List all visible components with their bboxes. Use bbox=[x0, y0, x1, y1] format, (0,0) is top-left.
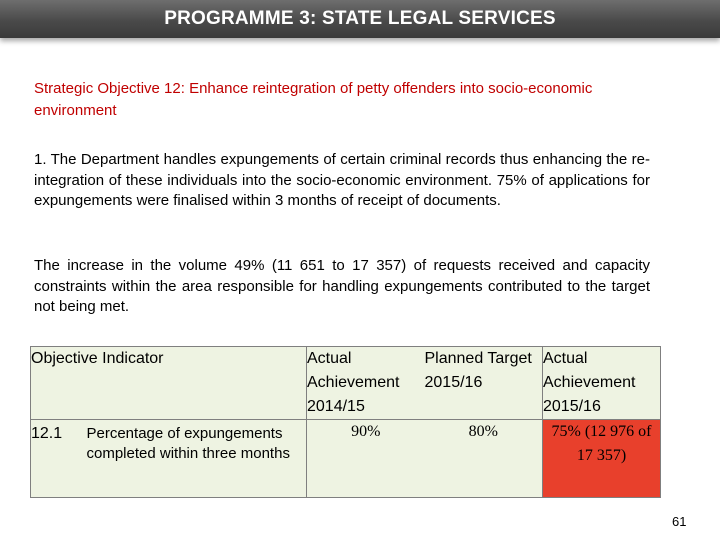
table-header-row bbox=[31, 347, 661, 420]
page-title: PROGRAMME 3: STATE LEGAL SERVICES bbox=[164, 8, 556, 29]
planned-2015-16-value: 80% bbox=[425, 420, 543, 498]
indicator-number: 12.1 bbox=[31, 420, 87, 498]
indicator-table bbox=[30, 346, 661, 498]
actual-2014-15-value: 90% bbox=[307, 420, 425, 498]
header-planned-target-2015-16: Planned Target 2015/16 bbox=[425, 347, 543, 420]
table-row bbox=[31, 420, 661, 498]
header-actual-achievement-2014-15: Actual Achievement 2014/15 bbox=[307, 347, 425, 420]
actual-2015-16-value: 75% (12 976 of 17 357) bbox=[543, 420, 661, 498]
indicator-description: Percentage of expungements completed within three months bbox=[87, 420, 307, 498]
page-number: 61 bbox=[672, 514, 687, 529]
paragraph-volume-increase: The increase in the volume 49% (11 651 to 17 357) of requests received and capacity constraints within the area responsible for handling expungements contributed to the target not being met. bbox=[34, 257, 650, 315]
strategic-objective: Strategic Objective 12: Enhance reintegration of petty offenders into socio-economic environment bbox=[34, 80, 593, 119]
header-objective-indicator: Objective Indicator bbox=[31, 347, 307, 420]
header-actual-achievement-2015-16: Actual Achievement 2015/16 bbox=[543, 347, 661, 420]
paragraph-expungements: 1. The Department handles expungements of certain criminal records thus enhancing the re-integration of these individuals into the socio-economic environment. 75% of applications for expungements were finalised within 3 months of receipt of documents. bbox=[34, 151, 650, 209]
